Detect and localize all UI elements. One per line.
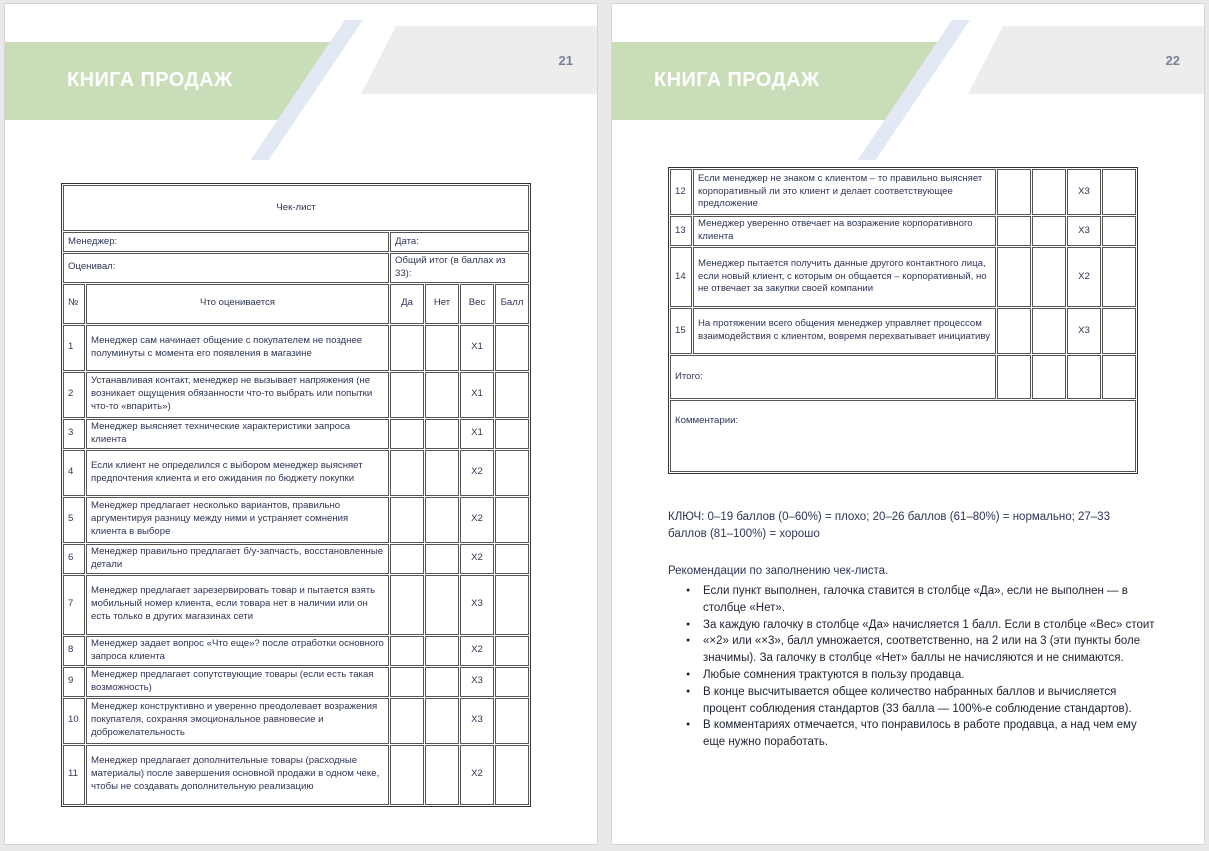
weight-cell: Х2 bbox=[460, 450, 494, 496]
checklist-row bbox=[670, 247, 1136, 307]
recommendation-item: ● Если пункт выполнен, галочка ставится в столбце «Да», если не выполнен — в столбце «Нет». bbox=[686, 583, 1156, 617]
row-criterion: Менеджер предлагает сопутствующие товары (если есть такая возможность) bbox=[86, 667, 389, 697]
yes-cell bbox=[390, 544, 424, 574]
checklist-row bbox=[63, 372, 529, 418]
score-cell bbox=[495, 636, 529, 666]
score-cell bbox=[495, 325, 529, 371]
no-cell bbox=[1032, 308, 1066, 354]
checklist-row bbox=[63, 419, 529, 449]
yes-cell bbox=[390, 636, 424, 666]
no-cell bbox=[1032, 247, 1066, 307]
row-number: 11 bbox=[63, 745, 85, 805]
column-header-score: Балл bbox=[495, 284, 529, 324]
weight-cell: Х2 bbox=[460, 544, 494, 574]
row-criterion: Менеджер предлагает несколько вариантов, правильно аргументируя разницу между ними и устраняет сомнения клиента в выборе bbox=[86, 497, 389, 543]
recommendation-item: ● Любые сомнения трактуются в пользу продавца. bbox=[686, 667, 1156, 684]
weight-cell: Х3 bbox=[460, 575, 494, 635]
checklist-row bbox=[63, 544, 529, 574]
weight-cell: Х3 bbox=[1067, 169, 1101, 215]
checklist-row bbox=[63, 698, 529, 744]
weight-cell: Х1 bbox=[460, 419, 494, 449]
row-criterion: На протяжении всего общения менеджер управляет процессом взаимодействия с клиентом, вовремя перехватывает инициативу bbox=[693, 308, 996, 354]
continuation-body bbox=[670, 169, 1136, 354]
row-number: 1 bbox=[63, 325, 85, 371]
checklist-row bbox=[670, 216, 1136, 246]
total-cell bbox=[997, 355, 1031, 399]
row-number: 9 bbox=[63, 667, 85, 697]
no-cell bbox=[425, 745, 459, 805]
score-cell bbox=[495, 497, 529, 543]
recommendation-item: ● В комментариях отмечается, что понравилось в работе продавца, а над чем ему еще нужно поработать. bbox=[686, 717, 1156, 751]
weight-cell: Х2 bbox=[460, 497, 494, 543]
no-cell bbox=[1032, 216, 1066, 246]
row-criterion: Если менеджер не знаком с клиентом – то правильно выясняет корпоративный ли это клиент и делает соответствующее предложение bbox=[693, 169, 996, 215]
weight-cell: Х3 bbox=[1067, 308, 1101, 354]
row-criterion: Если клиент не определился с выбором менеджер выясняет предпочтения клиента и его ожидания по бюджету покупки bbox=[86, 450, 389, 496]
total-row-label: Итого: bbox=[670, 355, 996, 399]
score-cell bbox=[1102, 247, 1136, 307]
row-number: 6 bbox=[63, 544, 85, 574]
checklist-row bbox=[63, 450, 529, 496]
yes-cell bbox=[390, 698, 424, 744]
weight-cell: Х3 bbox=[1067, 216, 1101, 246]
column-header-weight: Вес bbox=[460, 284, 494, 324]
recommendation-item: ● В конце высчитывается общее количество набранных баллов и вычисляется процент соблюдения стандартов (33 балла — 100%-е соблюдение стандартов). bbox=[686, 684, 1156, 718]
weight-cell: Х1 bbox=[460, 325, 494, 371]
score-cell bbox=[495, 698, 529, 744]
yes-cell bbox=[390, 575, 424, 635]
checklist-row bbox=[63, 745, 529, 805]
score-cell bbox=[1102, 308, 1136, 354]
score-cell bbox=[495, 419, 529, 449]
yes-cell bbox=[390, 372, 424, 418]
recommendations-list bbox=[686, 583, 1156, 751]
row-criterion: Менеджер предлагает зарезервировать товар и пытается взять мобильный номер клиента, если товара нет в наличии или он есть только в других магазинах сети bbox=[86, 575, 389, 635]
manager-field: Менеджер: bbox=[63, 232, 389, 252]
row-number: 7 bbox=[63, 575, 85, 635]
checklist-row bbox=[63, 667, 529, 697]
yes-cell bbox=[997, 216, 1031, 246]
column-header-number: № bbox=[63, 284, 85, 324]
yes-cell bbox=[390, 667, 424, 697]
row-criterion: Менеджер правильно предлагает б/у-запчасть, восстановленные детали bbox=[86, 544, 389, 574]
row-number: 2 bbox=[63, 372, 85, 418]
row-number: 10 bbox=[63, 698, 85, 744]
weight-cell: Х2 bbox=[460, 745, 494, 805]
evaluator-field: Оценивал: bbox=[63, 253, 389, 283]
total-cell bbox=[1102, 355, 1136, 399]
row-criterion: Менеджер конструктивно и уверенно преодолевает возражения покупателя, сохраняя эмоциональное равновесие и доброжелательность bbox=[86, 698, 389, 744]
column-header-no: Нет bbox=[425, 284, 459, 324]
checklist-row bbox=[670, 169, 1136, 215]
weight-cell: Х2 bbox=[1067, 247, 1101, 307]
yes-cell bbox=[390, 325, 424, 371]
row-criterion: Менеджер пытается получить данные другого контактного лица, если новый клиент, с которым он общается – корпоративный, но не отвечает за закупки своей компании bbox=[693, 247, 996, 307]
page-22 bbox=[611, 3, 1205, 845]
no-cell bbox=[425, 325, 459, 371]
no-cell bbox=[425, 698, 459, 744]
continuation-footer bbox=[670, 355, 1136, 472]
no-cell bbox=[425, 497, 459, 543]
page-number: 22 bbox=[1165, 53, 1180, 68]
checklist-row bbox=[63, 497, 529, 543]
yes-cell bbox=[390, 497, 424, 543]
weight-cell: Х2 bbox=[460, 636, 494, 666]
recommendations-heading: Рекомендации по заполнению чек-листа. bbox=[668, 565, 889, 577]
scoring-key: КЛЮЧ: 0–19 баллов (0–60%) = плохо; 20–26 баллов (61–80%) = нормально; 27–33 баллов (81–100%) = хорошо bbox=[668, 511, 1110, 540]
row-criterion: Менеджер выясняет технические характеристики запроса клиента bbox=[86, 419, 389, 449]
weight-cell: Х3 bbox=[460, 698, 494, 744]
no-cell bbox=[425, 575, 459, 635]
checklist-title: Чек-лист bbox=[63, 185, 529, 231]
no-cell bbox=[1032, 169, 1066, 215]
checklist-body bbox=[63, 185, 529, 805]
checklist-table bbox=[61, 183, 531, 807]
book-title: КНИГА ПРОДАЖ bbox=[654, 69, 820, 91]
row-number: 4 bbox=[63, 450, 85, 496]
no-cell bbox=[425, 372, 459, 418]
yes-cell bbox=[997, 247, 1031, 307]
row-number: 8 bbox=[63, 636, 85, 666]
score-cell bbox=[495, 544, 529, 574]
page-21 bbox=[4, 3, 598, 845]
row-number: 15 bbox=[670, 308, 692, 354]
row-number: 5 bbox=[63, 497, 85, 543]
score-cell bbox=[1102, 169, 1136, 215]
no-cell bbox=[425, 667, 459, 697]
checklist-row bbox=[63, 575, 529, 635]
score-cell bbox=[495, 745, 529, 805]
score-cell bbox=[1102, 216, 1136, 246]
row-criterion: Менеджер сам начинает общение с покупателем не позднее полуминуты с момента его появления в магазине bbox=[86, 325, 389, 371]
weight-cell: Х3 bbox=[460, 667, 494, 697]
weight-cell: Х1 bbox=[460, 372, 494, 418]
row-criterion: Устанавливая контакт, менеджер не вызывает напряжения (не возникает ощущения обязанности что-то выбрать или попытки что-то «впарить») bbox=[86, 372, 389, 418]
checklist-continuation-table bbox=[668, 167, 1138, 474]
yes-cell bbox=[390, 419, 424, 449]
yes-cell bbox=[997, 169, 1031, 215]
row-criterion: Менеджер задает вопрос «Что еще»? после отработки основного запроса клиента bbox=[86, 636, 389, 666]
row-number: 12 bbox=[670, 169, 692, 215]
row-number: 13 bbox=[670, 216, 692, 246]
row-number: 3 bbox=[63, 419, 85, 449]
row-criterion: Менеджер предлагает дополнительные товары (расходные материалы) после завершения основной продажи в одном чеке, чтобы не создавать дополнительную реализацию bbox=[86, 745, 389, 805]
column-header-yes: Да bbox=[390, 284, 424, 324]
comments-field: Комментарии: bbox=[670, 400, 1136, 472]
total-score-field: Общий итог (в баллах из 33): bbox=[390, 253, 529, 283]
yes-cell bbox=[390, 745, 424, 805]
no-cell bbox=[425, 450, 459, 496]
book-title: КНИГА ПРОДАЖ bbox=[67, 69, 233, 91]
total-cell bbox=[1067, 355, 1101, 399]
checklist-row bbox=[63, 636, 529, 666]
no-cell bbox=[425, 636, 459, 666]
checklist-row bbox=[63, 325, 529, 371]
yes-cell bbox=[997, 308, 1031, 354]
score-cell bbox=[495, 575, 529, 635]
recommendation-item: ● За каждую галочку в столбце «Да» начисляется 1 балл. Если в столбце «Вес» стоит bbox=[686, 617, 1156, 634]
yes-cell bbox=[390, 450, 424, 496]
page-number: 21 bbox=[558, 53, 573, 68]
row-number: 14 bbox=[670, 247, 692, 307]
score-cell bbox=[495, 667, 529, 697]
date-field: Дата: bbox=[390, 232, 529, 252]
recommendation-item: ● «×2» или «×3», балл умножается, соответственно, на 2 или на 3 (эти пункты боле значимы). За галочку в столбце «Нет» баллы не начисляются и не снимаются. bbox=[686, 633, 1156, 667]
no-cell bbox=[425, 419, 459, 449]
no-cell bbox=[425, 544, 459, 574]
checklist-row bbox=[670, 308, 1136, 354]
score-cell bbox=[495, 450, 529, 496]
column-header-criterion: Что оценивается bbox=[86, 284, 389, 324]
score-cell bbox=[495, 372, 529, 418]
row-criterion: Менеджер уверенно отвечает на возражение корпоративного клиента bbox=[693, 216, 996, 246]
total-cell bbox=[1032, 355, 1066, 399]
